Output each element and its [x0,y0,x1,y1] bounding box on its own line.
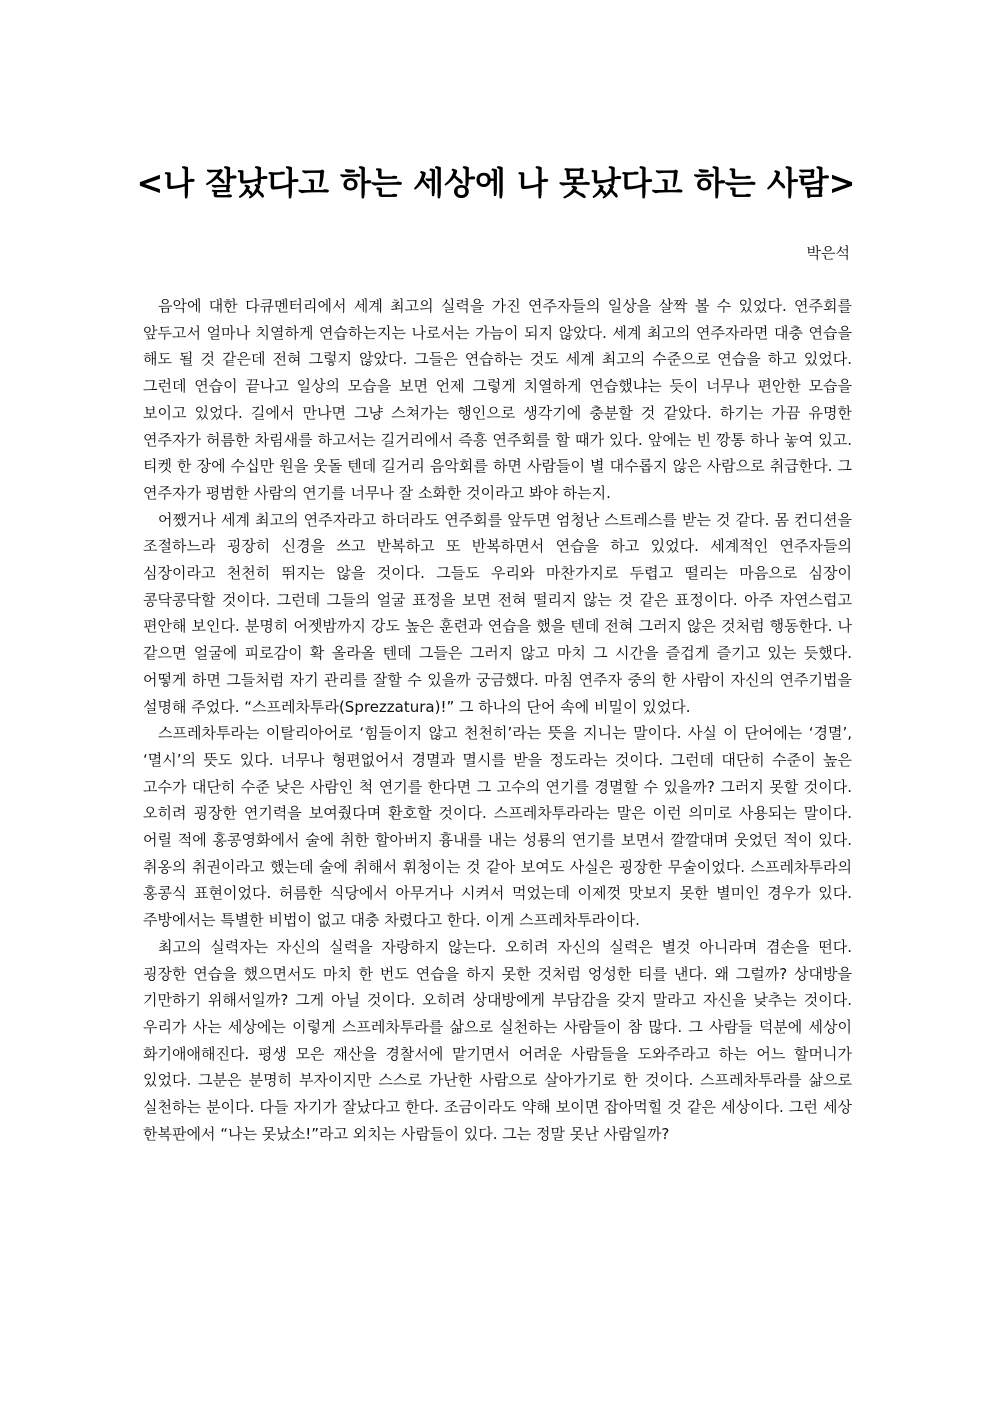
paragraph: 스프레차투라는 이탈리아어로 ‘힘들이지 않고 천천히’라는 뜻을 지니는 말이다. 사실 이 단어에는 ‘경멸’, ‘멸시’의 뜻도 있다. 너무나 형편없어서 경멸과 멸시를 받을 정도라는 것이다. 그런데 대단히 수준이 높은 고수가 대단히 수준 낮은 사람인 척 연기를 한다면 그 고수의 연기를 경멸할 수 있을까? 그러지 못할 것이다. 오히려 굉장한 연기력을 보여줬다며 환호할 것이다. 스프레차투라라는 말은 이런 의미로 사용되는 말이다. 어릴 적에 홍콩영화에서 술에 취한 할아버지 흉내를 내는 성룡의 연기를 보면서 깔깔대며 웃었던 적이 있다. 취옹의 취권이라고 했는데 술에 취해서 휘청이는 것 같아 보여도 사실은 굉장한 무술이었다. 스프레차투라의 홍콩식 표현이었다. 허름한 식당에서 아무거나 시켜서 먹었는데 이제껏 맛보지 못한 별미인 경우가 있다. 주방에서는 특별한 비법이 없고 대충 차렸다고 한다. 이게 스프레차투라이다. [143,724,852,930]
author-name: 박은석 [806,244,850,262]
paragraph: 어쨌거나 세계 최고의 연주자라고 하더라도 연주회를 앞두면 엄청난 스트레스를 받는 것 같다. 몸 컨디션을 조절하느라 굉장히 신경을 쓰고 반복하고 또 반복하면서 연습을 하고 있었다. 세계적인 연주자들의 심장이라고 천천히 뛰지는 않을 것이다. 그들도 우리와 마찬가지로 두렵고 떨리는 마음으로 심장이 콩닥콩닥할 것이다. 그런데 그들의 얼굴 표정을 보면 전혀 떨리지 않는 것 같은 표정이다. 아주 자연스럽고 편안해 보인다. 분명히 어젯밤까지 강도 높은 훈련과 연습을 했을 텐데 전혀 그러지 않은 것처럼 행동한다. 나 같으면 얼굴에 피로감이 확 올라올 텐데 그들은 그러지 않고 마치 그 시간을 즐겁게 즐기고 있는 듯했다. 어떻게 하면 그들처럼 자기 관리를 잘할 수 있을까 궁금했다. 마침 연주자 중의 한 사람이 자신의 연주기법을 설명해 주었다. “스프레차투라(Sprezzatura)!” 그 하나의 단어 속에 비밀이 있었다. [143,510,852,716]
article-body [143,293,852,1148]
paragraph: 최고의 실력자는 자신의 실력을 자랑하지 않는다. 오히려 자신의 실력은 별것 아니라며 겸손을 떤다. 굉장한 연습을 했으면서도 마치 한 번도 연습을 하지 못한 것처럼 엉성한 티를 낸다. 왜 그럴까? 상대방을 기만하기 위해서일까? 그게 아닐 것이다. 오히려 상대방에게 부담감을 갖지 말라고 자신을 낮추는 것이다. 우리가 사는 세상에는 이렇게 스프레차투라를 삶으로 실천하는 사람들이 참 많다. 그 사람들 덕분에 세상이 화기애애해진다. 평생 모은 재산을 경찰서에 맡기면서 어려운 사람들을 도와주라고 하는 어느 할머니가 있었다. 그분은 분명히 부자이지만 스스로 가난한 사람으로 살아가기로 한 것이다. 스프레차투라를 삶으로 실천하는 분이다. 다들 자기가 잘났다고 한다. 조금이라도 약해 보이면 잡아먹힐 것 같은 세상이다. 그런 세상 한복판에서 “나는 못났소!”라고 외치는 사람들이 있다. 그는 정말 못난 사람일까? [143,937,852,1143]
paragraph: 음악에 대한 다큐멘터리에서 세계 최고의 실력을 가진 연주자들의 일상을 살짝 볼 수 있었다. 연주회를 앞두고서 얼마나 치열하게 연습하는지는 나로서는 가늠이 되지 않았다. 세계 최고의 연주자라면 대충 연습을 해도 될 것 같은데 전혀 그렇지 않았다. 그들은 연습하는 것도 세계 최고의 수준으로 연습을 하고 있었다. 그런데 연습이 끝나고 일상의 모습을 보면 언제 그렇게 치열하게 연습했냐는 듯이 너무나 편안한 모습을 보이고 있었다. 길에서 만나면 그냥 스쳐가는 행인으로 생각기에 충분할 것 같았다. 하기는 가끔 유명한 연주자가 허름한 차림새를 하고서는 길거리에서 즉흥 연주회를 할 때가 있다. 앞에는 빈 깡통 하나 놓여 있고. 티켓 한 장에 수십만 원을 웃돌 텐데 길거리 음악회를 하면 사람들이 별 대수롭지 않은 사람으로 취급한다. 그 연주자가 평범한 사람의 연기를 너무나 잘 소화한 것이라고 봐야 하는지. [143,297,852,502]
page-title: <나 잘났다고 하는 세상에 나 못났다고 하는 사람> [136,164,856,202]
